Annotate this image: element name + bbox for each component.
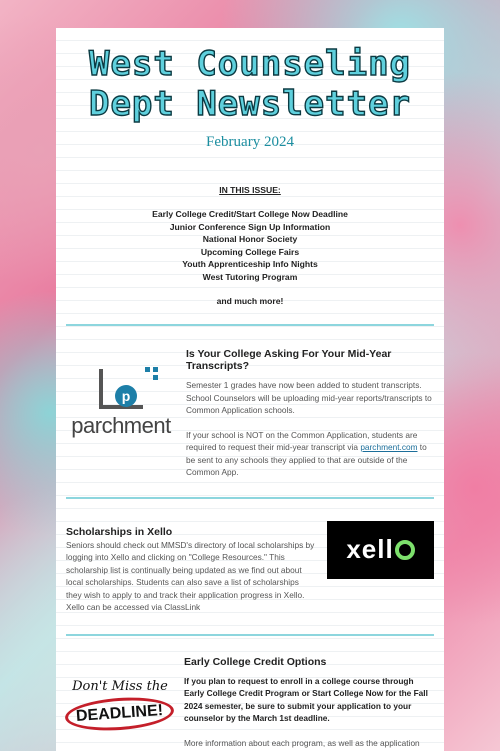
issue-item: Youth Apprenticeship Info Nights xyxy=(182,259,318,269)
newsletter-card xyxy=(56,28,444,751)
xello-logo[interactable] xyxy=(327,521,434,579)
issue-item: Upcoming College Fairs xyxy=(200,246,300,257)
issue-heading: IN THIS ISSUE: xyxy=(219,185,281,195)
issue-more: and much more! xyxy=(216,296,284,306)
deadline-main-text: DEADLINE! xyxy=(64,694,175,734)
section-divider xyxy=(66,634,434,636)
section-divider xyxy=(66,324,434,326)
section-divider xyxy=(66,497,434,499)
early-college-para-2: More information about each program, as well as the application xyxy=(184,737,420,748)
parchment-logo[interactable] xyxy=(66,354,176,454)
issue-item: West Tutoring Program xyxy=(202,271,298,282)
issue-item: Early College Credit/Start College Now Deadline xyxy=(152,209,348,219)
early-college-heading: Early College Credit Options xyxy=(184,655,327,668)
title-line-1: West Counseling xyxy=(88,44,412,84)
issue-item: Junior Conference Sign Up Information xyxy=(169,221,331,232)
parchment-p-icon: p xyxy=(115,385,137,407)
title-line-2: Dept Newsletter xyxy=(88,84,412,124)
transcripts-para-1: Semester 1 grades have now been added to student transcripts. School Counselors will be uploading mid-year reports/transcripts to Common Application schools. xyxy=(186,380,432,415)
newsletter-date: February 2024 xyxy=(206,134,294,150)
early-college-section xyxy=(56,656,444,750)
xello-wordmark: xell xyxy=(346,534,394,564)
issue-contents xyxy=(56,185,444,306)
parchment-link[interactable]: parchment.com xyxy=(360,442,418,452)
newsletter-title xyxy=(56,44,444,124)
parchment-wordmark: parchment xyxy=(71,413,171,438)
xello-o-icon xyxy=(395,540,415,560)
issue-item: National Honor Society xyxy=(202,234,298,244)
deadline-image xyxy=(66,662,174,748)
transcripts-para-2: If your school is NOT on the Common Application, students are required to request their mid-year transcript via parchment.com to be sent to any schools they applied to that are outside of the Common App. xyxy=(186,429,427,477)
scholarships-section xyxy=(56,521,444,614)
parchment-icon xyxy=(99,369,143,409)
deadline-top-text: Don't Miss the xyxy=(72,679,168,694)
scholarships-heading: Scholarships in Xello xyxy=(66,525,173,538)
scholarships-para: Seniors should check out MMSD's directory of local scholarships by logging into Xello and clicking on "College Resources." This scholarship list is continually being updated as we find out about local scholarships. Students can also save a list of scholarships they wish to apply to and track their application progress in Xello. Xello can be accessed via ClassLink xyxy=(66,539,315,612)
transcripts-section xyxy=(56,348,444,479)
early-college-para-bold: If you plan to request to enroll in a college course through Early College Credit Program or Start College Now for the Fall 2024 semester, be sure to submit your application to your counselor by the March 1st deadline. xyxy=(184,675,428,723)
transcripts-heading: Is Your College Asking For Your Mid-Year Transcripts? xyxy=(186,348,392,372)
